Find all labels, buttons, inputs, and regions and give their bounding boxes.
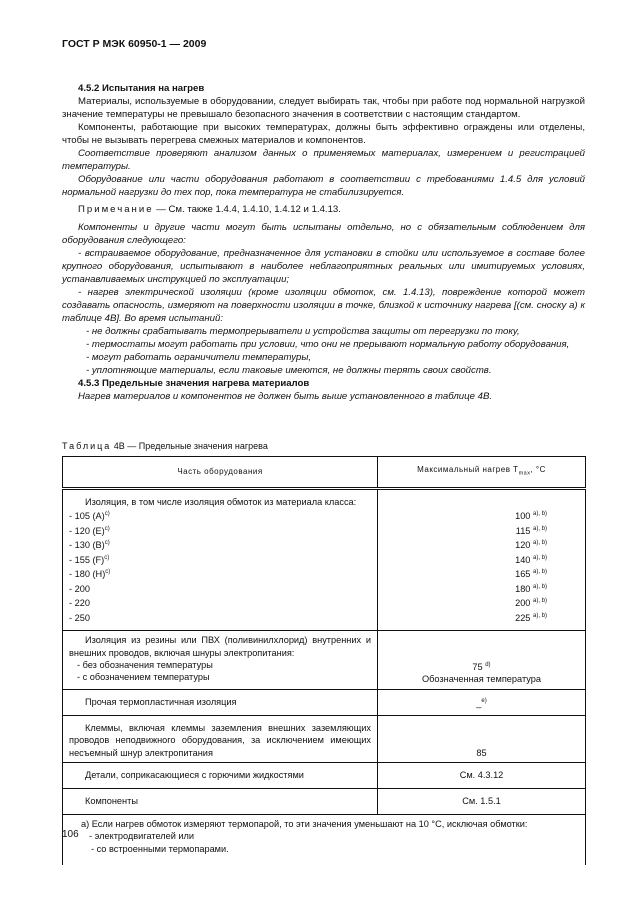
insulation-max-temp: 165 $^{a), b)}$ xyxy=(515,569,547,580)
row-title: Изоляция из резины или ПВХ (поливинилхлорид) внутренних и внешних проводов, включая шнуры электропитания: xyxy=(69,635,371,658)
insulation-class: - 130 $(В)^{c)}$ xyxy=(69,540,110,551)
paragraph: - нагрев электрической изоляции (кроме изоляции обмоток, см. 1.4.13), повреждение которой может создавать опасность, измеряют на поверхности изоляции в точке, близкой к источнику нагрева [(см. сноску а) к таблице 4В]. Во время испытаний: xyxy=(62,287,585,324)
table-row: Детали, соприкасающиеся с горючими жидкостями См. 4.3.12 xyxy=(63,763,586,789)
paragraph: Оборудование или части оборудования работают в соответствии с требованиями 1.4.5 для условий нормальной нагрузки до тех пор, пока температура не стабилизируется. xyxy=(62,174,585,198)
caption-label: Таблица xyxy=(62,441,112,451)
paragraph: Материалы, используемые в оборудовании, следует выбирать так, чтобы при работе под нормальной нагрузкой значение температуры не превышало безопасного значения в соответствии с настоящим стандартом. xyxy=(62,96,585,120)
insulation-max-temp: 200 $^{a), b)}$ xyxy=(515,598,547,609)
table-row: Клеммы, включая клеммы заземления внешних заземляющих проводов неподвижного оборудования, за исключением имеющих несъемный шнур электропитания 85 xyxy=(63,715,586,762)
caption-text: 4В — Предельные значения нагрева xyxy=(111,441,268,451)
insulation-max-temp: 115 $^{a), b)}$ xyxy=(515,525,547,536)
body-text xyxy=(62,82,585,403)
insulation-class: - 155 $(F)^{c)}$ xyxy=(69,554,110,565)
page-number: 106 xyxy=(62,829,79,840)
document-header: ГОСТ Р МЭК 60950-1 — 2009 xyxy=(62,38,207,50)
insulation-max-temp: 225 $^{a), b)}$ xyxy=(515,612,547,623)
section-4-5-3-title: 4.5.3 Предельные значения нагрева материалов xyxy=(78,378,310,389)
table-row: Компоненты См. 1.5.1 xyxy=(63,789,586,815)
list-item: - не должны срабатывать термопрерыватели и устройства защиты от перегрузки по току, xyxy=(86,326,520,337)
insulation-class: - 120 $(Е)^{c)}$ xyxy=(69,525,110,536)
list-item: - уплотняющие материалы, если таковые имеются, не должны терять своих свойств. xyxy=(86,365,492,376)
table-footnote: а) Если нагрев обмоток измеряют термопарой, то эти значения уменьшают на 10 °С, исключая обмотки: - электродвигателей или - со встроенными термопарами. xyxy=(63,815,586,866)
row-title: Изоляция, в том числе изоляция обмоток из материала класса: xyxy=(85,497,357,507)
paragraph: - встраиваемое оборудование, предназначенное для установки в стойки или используемое в составе более крупного оборудования, испытывают в наиболее неблагоприятных реальных или имитируемых условиях, устанавливаемых инструкцией по эксплуатации; xyxy=(62,248,585,285)
paragraph: Компоненты и другие части могут быть испытаны отдельно, но с обязательным соблюдением для оборудования следующего: xyxy=(62,222,585,246)
note xyxy=(62,203,585,216)
temperature-limits-table xyxy=(62,456,586,865)
column-header-part: Часть оборудования xyxy=(63,457,378,489)
list-item: - могут работать ограничители температуры, xyxy=(86,352,312,363)
table-caption xyxy=(62,440,268,453)
paragraph: Нагрев материалов и компонентов не должен быть выше установленного в таблице 4В. xyxy=(78,391,493,402)
note-label: Примечание xyxy=(78,204,154,215)
insulation-max-temp: 100 $^{a), b)}$ xyxy=(515,511,547,522)
insulation-class: - 220 xyxy=(69,598,90,609)
insulation-class: - 250 xyxy=(69,612,90,623)
table-row: Прочая термопластичная изоляция _$^{e)}$ xyxy=(63,689,586,715)
table-row: Изоляция из резины или ПВХ (поливинилхлорид) внутренних и внешних проводов, включая шнуры электропитания: - без обозначения температуры - с обозначением температуры 75 $^{d)}$ Обозначенная температура xyxy=(63,631,586,690)
paragraph: Компоненты, работающие при высоких температурах, должны быть эффективно ограждены или отделены, чтобы не вызывать перегрева смежных материалов и компонентов. xyxy=(62,122,585,146)
insulation-class: - 180 $(Н)^{c)}$ xyxy=(69,569,111,580)
insulation-class: - 105 $(А)^{c)}$ xyxy=(69,511,110,522)
paragraph: Соответствие проверяют анализом данных о применяемых материалах, измерением и регистрацией температуры. xyxy=(62,148,585,172)
column-header-max-temp: Максимальный нагрев $T_{max}$, °С xyxy=(378,457,586,489)
note-text: — См. также 1.4.4, 1.4.10, 1.4.12 и 1.4.13. xyxy=(153,204,341,215)
insulation-class: - 200 xyxy=(69,583,90,594)
table-row xyxy=(63,489,586,631)
insulation-max-temp: 120 $^{a), b)}$ xyxy=(515,540,547,551)
insulation-max-temp: 180 $^{a), b)}$ xyxy=(515,583,547,594)
list-item: - термостаты могут работать при условии, что они не прерывают нормальную работу оборудования, xyxy=(86,339,570,350)
insulation-max-temp: 140 $^{a), b)}$ xyxy=(515,554,547,565)
section-4-5-2-title: 4.5.2 Испытания на нагрев xyxy=(78,83,205,94)
